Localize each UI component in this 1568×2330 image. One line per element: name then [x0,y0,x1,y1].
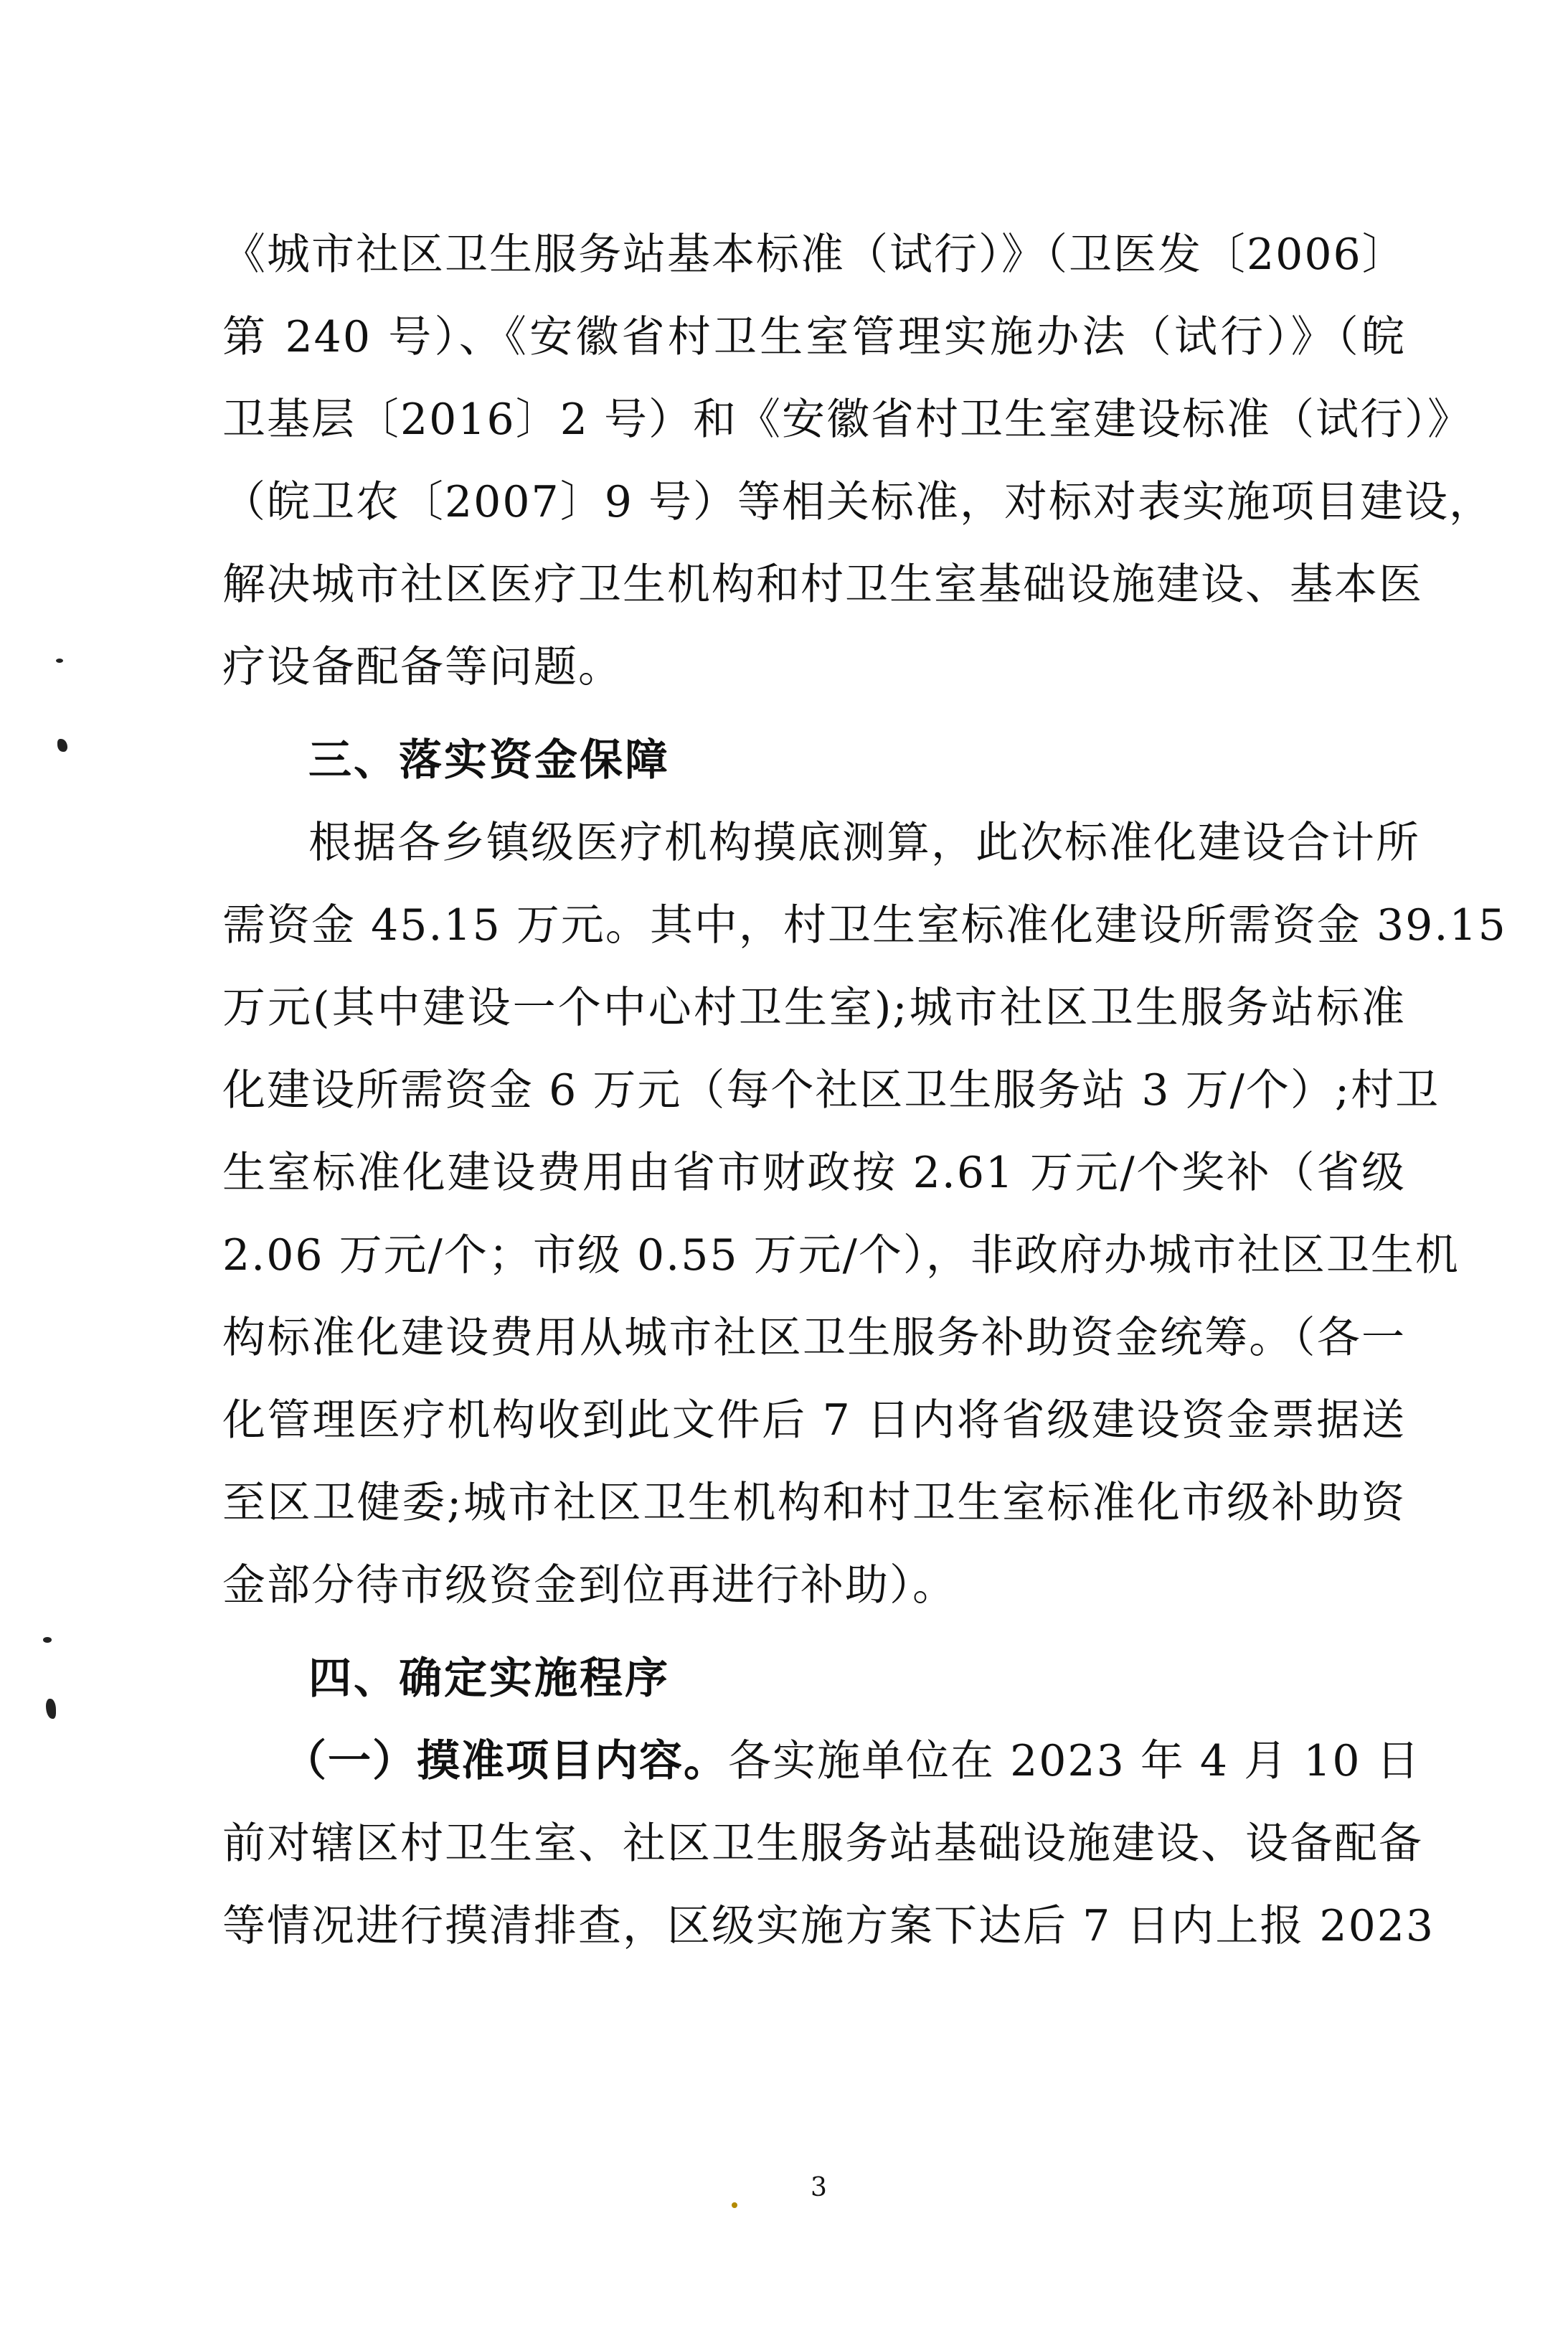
page-number: 3 [811,2173,827,2202]
paragraph-line: 至区卫健委;城市社区卫生机构和村卫生室标准化市级补助资 [222,1478,1406,1528]
paragraph-line: 等情况进行摸清排查，区级实施方案下达后 7 日内上报 2023 [222,1901,1435,1951]
item-text: 各实施单位在 2023 年 4 月 10 日 [728,1736,1421,1786]
paragraph-line: 需资金 45.15 万元。其中，村卫生室标准化建设所需资金 39.15 [222,900,1507,951]
scan-speck [46,1699,56,1719]
scan-speck [732,2202,737,2208]
paragraph-line: 解决城市社区医疗卫生机构和村卫生室基础设施建设、基本医 [222,560,1423,610]
paragraph-line: 《城市社区卫生服务站基本标准（试行）》（卫医发〔2006〕 [222,230,1407,280]
section-heading-4: 四、确定实施程序 [308,1654,670,1704]
section-heading-3: 三、落实资金保障 [308,735,670,786]
paragraph-line: 卫基层〔2016〕2 号）和《安徽省村卫生室建设标准（试行）》 [222,395,1472,445]
paragraph-line: 根据各乡镇级医疗机构摸底测算，此次标准化建设合计所 [308,818,1420,868]
item-first-line [283,1732,1421,1790]
paragraph-line: 金部分待市级资金到位再进行补助）。 [222,1560,957,1610]
scan-speck [43,1637,52,1643]
paragraph-line: 万元(其中建设一个中心村卫生室);城市社区卫生服务站标准 [222,983,1406,1033]
paragraph-line: 化建设所需资金 6 万元（每个社区卫生服务站 3 万/个）;村卫 [222,1065,1440,1116]
paragraph-line: 构标准化建设费用从城市社区卫生服务补助资金统筹。（各一 [222,1313,1406,1363]
paragraph-line: （皖卫农〔2007〕9 号）等相关标准，对标对表实施项目建设， [222,477,1493,527]
paragraph-line: 前对辖区村卫生室、社区卫生服务站基础设施建设、设备配备 [222,1819,1423,1869]
paragraph-line: 化管理医疗机构收到此文件后 7 日内将省级建设资金票据送 [222,1395,1406,1445]
scan-speck [56,659,63,663]
paragraph-line: 第 240 号）、《安徽省村卫生室管理实施办法（试行）》（皖 [222,312,1406,362]
paragraph-line: 疗设备配备等问题。 [222,642,623,692]
item-lead: （一）摸准项目内容。 [283,1736,728,1786]
paragraph-line: 2.06 万元/个；市级 0.55 万元/个），非政府办城市社区卫生机 [222,1230,1460,1280]
paragraph-line: 生室标准化建设费用由省市财政按 2.61 万元/个奖补（省级 [222,1148,1406,1198]
scan-speck [57,739,67,752]
